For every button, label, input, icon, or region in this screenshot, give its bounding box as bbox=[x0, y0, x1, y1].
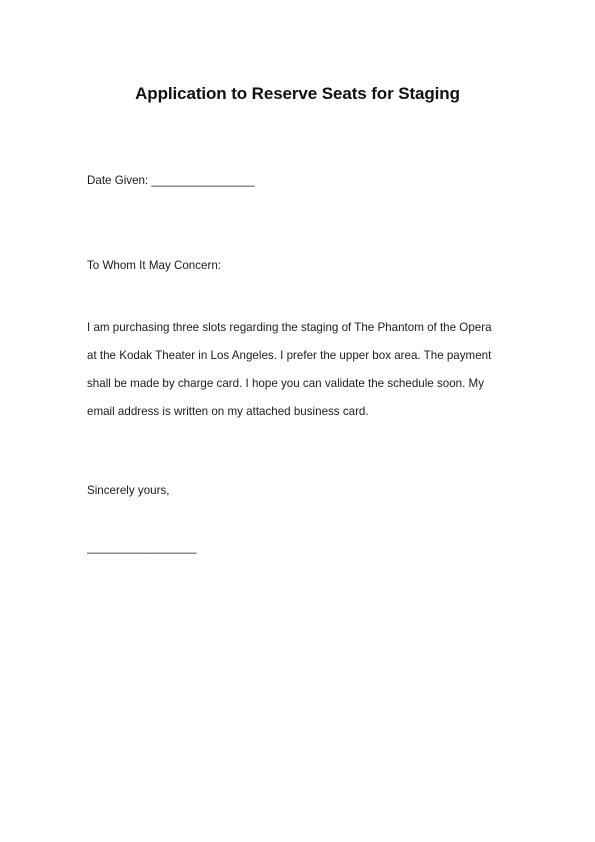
document-title: Application to Reserve Seats for Staging bbox=[135, 84, 460, 103]
body-line: at the Kodak Theater in Los Angeles. I prefer the upper box area. The payment bbox=[87, 349, 492, 362]
letter-body bbox=[87, 314, 507, 426]
date-given-line: Date Given: ________________ bbox=[87, 174, 255, 187]
closing: Sincerely yours, bbox=[87, 484, 170, 497]
body-line: shall be made by charge card. I hope you can validate the schedule soon. My bbox=[87, 377, 485, 390]
signature-line: _________________ bbox=[87, 541, 197, 554]
salutation: To Whom It May Concern: bbox=[87, 259, 222, 272]
body-line: I am purchasing three slots regarding the staging of The Phantom of the Opera bbox=[87, 321, 492, 334]
body-line: email address is written on my attached business card. bbox=[87, 405, 369, 418]
